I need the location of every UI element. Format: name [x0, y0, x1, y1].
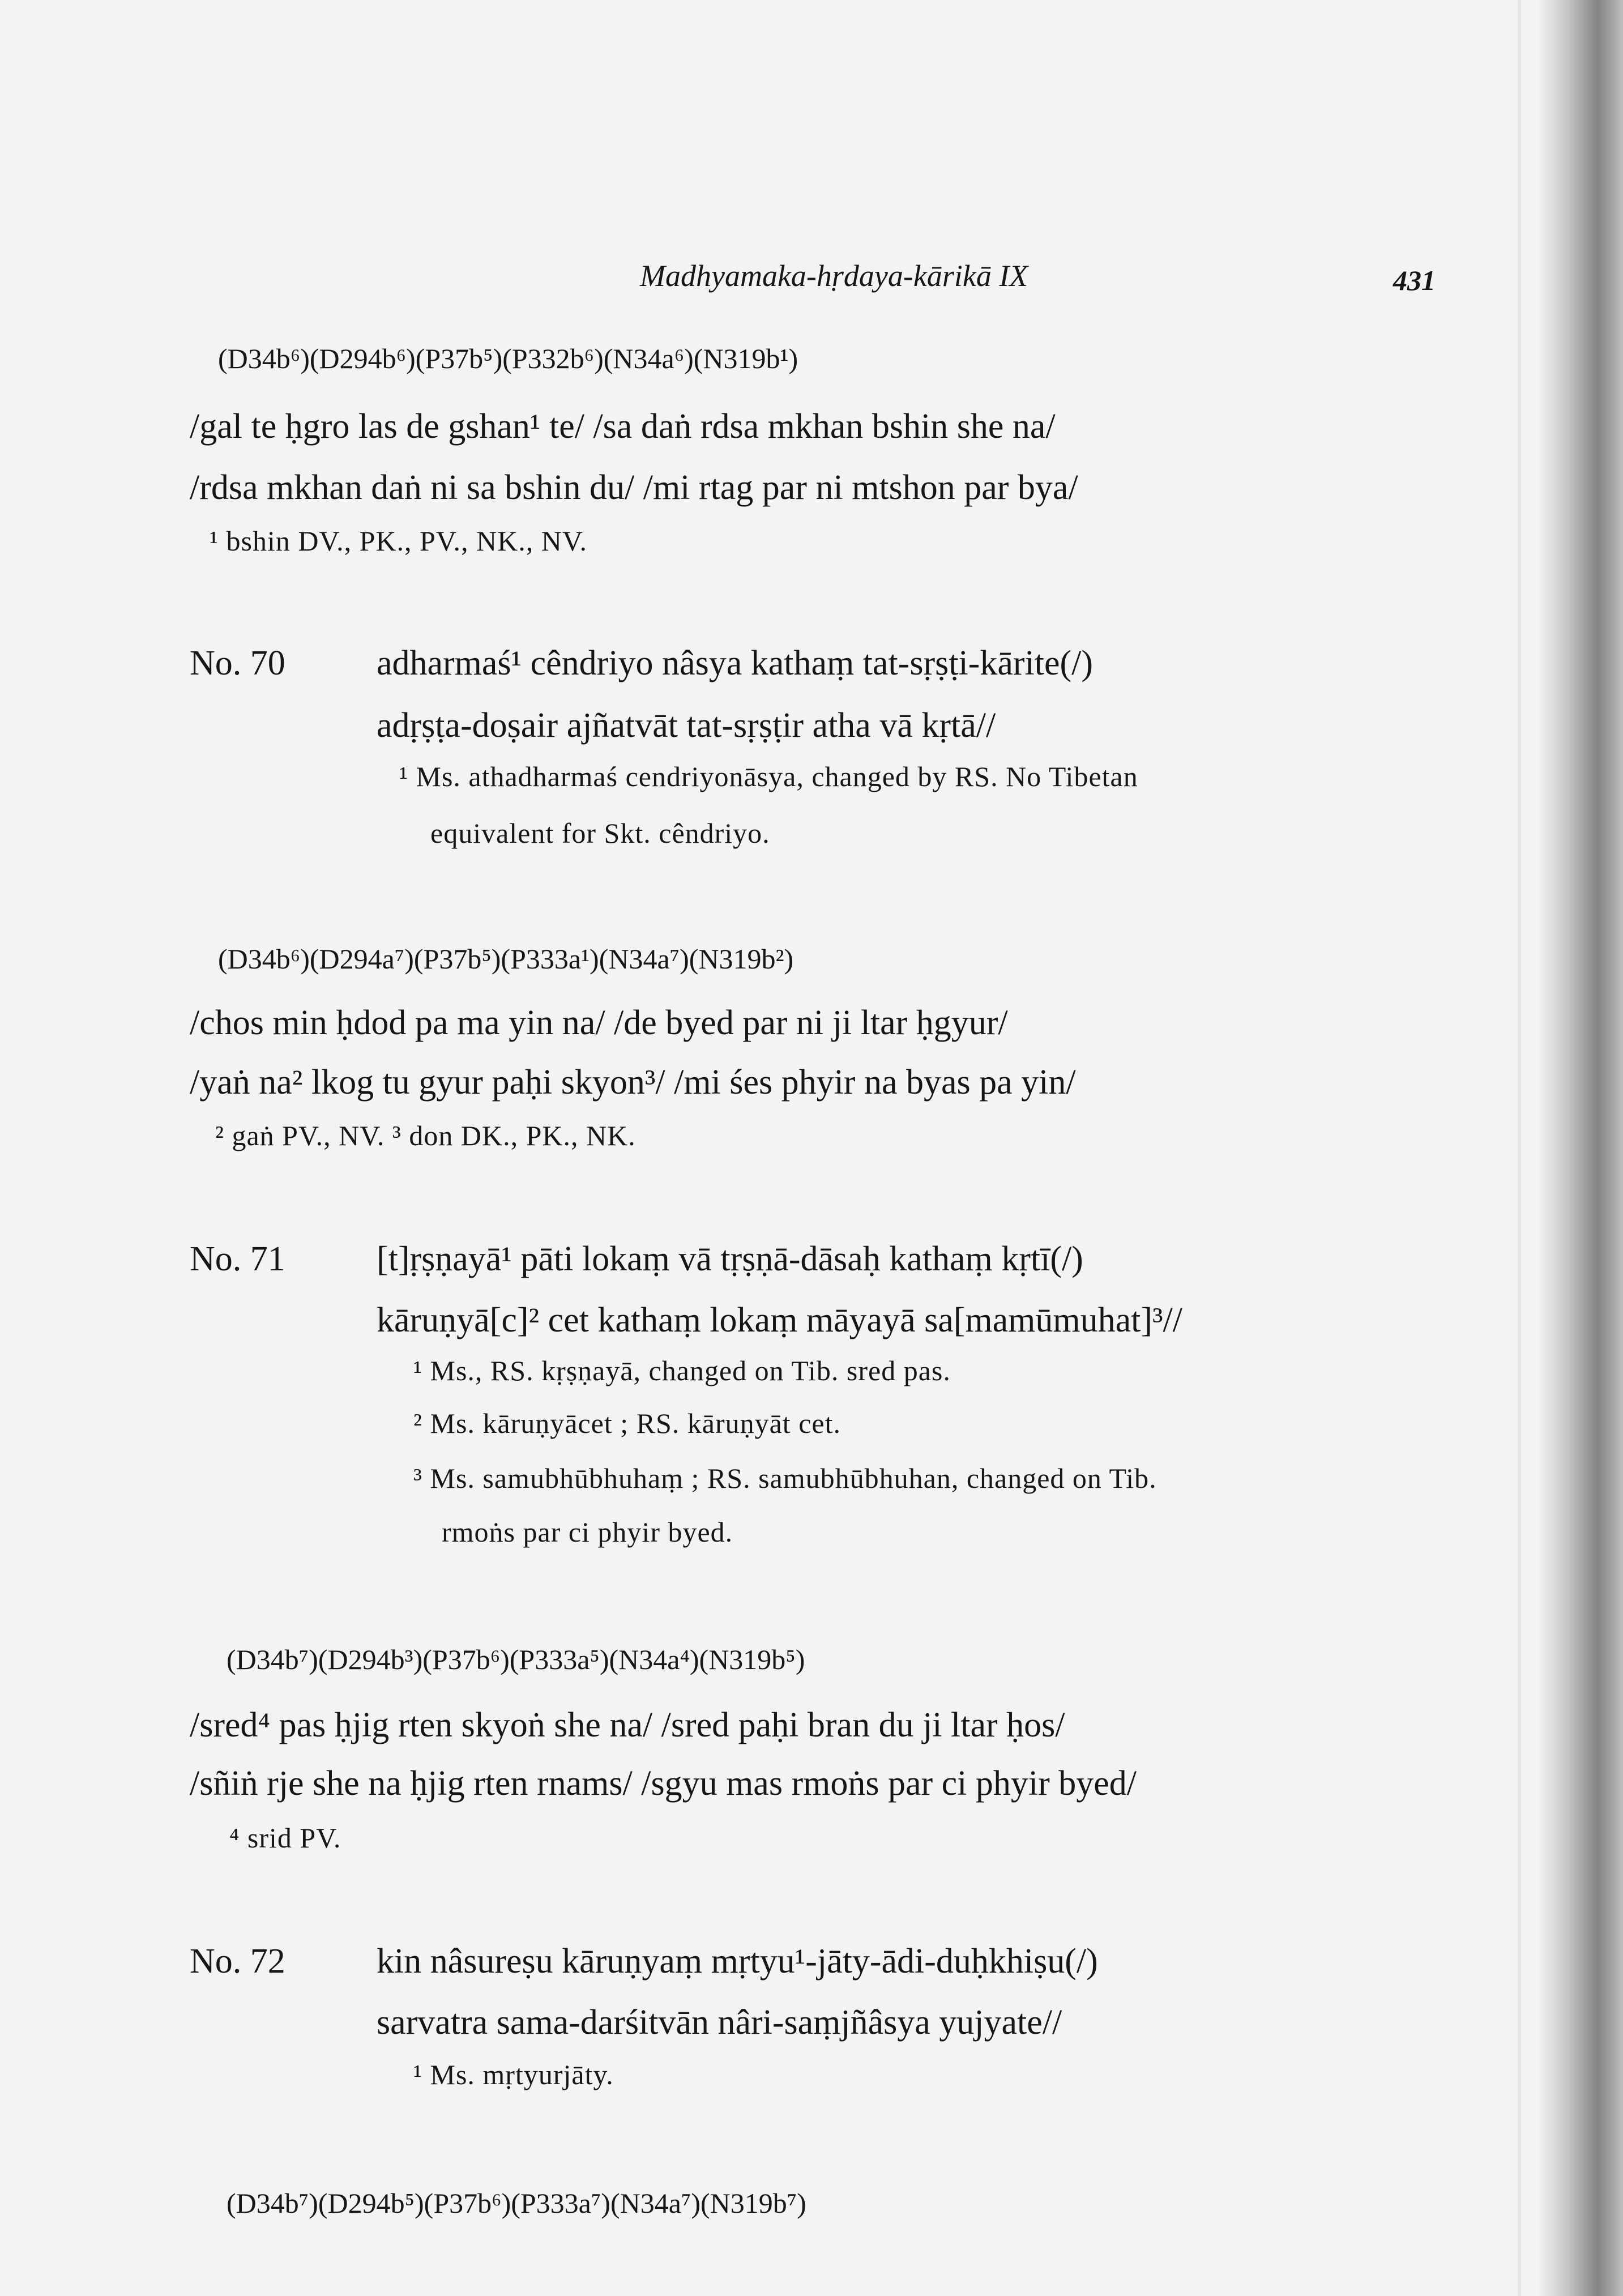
sanskrit-line: kin nâsureṣu kāruṇyaṃ mṛtyu¹-jāty-ādi-duḥkhiṣu(/) [377, 1942, 1098, 1981]
verse-number: No. 70 [190, 644, 285, 682]
sanskrit-line: [t]ṛṣṇayā¹ pāti lokaṃ vā tṛṣṇā-dāsaḥ kathaṃ kṛtī(/) [377, 1240, 1083, 1278]
footnote: ¹ bshin DV., PK., PV., NK., NV. [210, 525, 587, 557]
tibetan-line: /sred⁴ pas ḥjig rten skyoṅ she na/ /sred paḥi bran du ji ltar ḥos/ [190, 1706, 1065, 1744]
footnote: ³ Ms. samubhūbhuhaṃ ; RS. samubhūbhuhan, changed on Tib. [413, 1462, 1157, 1494]
tibetan-line: /gal te ḥgro las de gshan¹ te/ /sa daṅ rdsa mkhan bshin she na/ [190, 407, 1056, 446]
sigla-line: (D34b⁶)(D294b⁶)(P37b⁵)(P332b⁶)(N34a⁶)(N319b¹) [218, 343, 798, 374]
scan-fold-line [1518, 0, 1521, 2296]
page-number: 431 [1393, 264, 1436, 296]
footnote: ² Ms. kāruṇyācet ; RS. kāruṇyāt cet. [413, 1407, 841, 1439]
verse-number: No. 72 [190, 1942, 285, 1981]
running-title: Madhyamaka-hṛdaya-kārikā IX [640, 259, 1028, 293]
footnote: rmoṅs par ci phyir byed. [442, 1516, 733, 1548]
footnote: ¹ Ms., RS. kṛṣṇayā, changed on Tib. sred pas. [413, 1355, 951, 1386]
tibetan-line: /rdsa mkhan daṅ ni sa bshin du/ /mi rtag par ni mtshon par bya/ [190, 468, 1078, 507]
footnote: ² gaṅ PV., NV. ³ don DK., PK., NK. [215, 1120, 636, 1151]
sigla-line: (D34b⁷)(D294b⁵)(P37b⁶)(P333a⁷)(N34a⁷)(N319b⁷) [227, 2187, 806, 2219]
footnote: ⁴ srid PV. [229, 1822, 341, 1854]
sanskrit-line: kāruṇyā[c]² cet kathaṃ lokaṃ māyayā sa[mamūmuhat]³// [377, 1301, 1183, 1339]
scan-shadow-edge [1538, 0, 1623, 2296]
sanskrit-line: sarvatra sama-darśitvān nâri-saṃjñâsya yujyate// [377, 2003, 1062, 2042]
sigla-line: (D34b⁶)(D294a⁷)(P37b⁵)(P333a¹)(N34a⁷)(N319b²) [218, 943, 794, 975]
sigla-line: (D34b⁷)(D294b³)(P37b⁶)(P333a⁵)(N34a⁴)(N319b⁵) [227, 1644, 805, 1675]
sanskrit-line: adṛṣṭa-doṣair ajñatvāt tat-sṛṣṭir atha vā kṛtā// [377, 706, 996, 745]
tibetan-line: /yaṅ na² lkog tu gyur paḥi skyon³/ /mi śes phyir na byas pa yin/ [190, 1063, 1076, 1102]
footnote: ¹ Ms. athadharmaś cendriyonāsya, changed by RS. No Tibetan [399, 761, 1138, 792]
verse-number: No. 71 [190, 1240, 285, 1278]
tibetan-line: /chos min ḥdod pa ma yin na/ /de byed par ni ji ltar ḥgyur/ [190, 1004, 1008, 1042]
tibetan-line: /sñiṅ rje she na ḥjig rten rnams/ /sgyu mas rmoṅs par ci phyir byed/ [190, 1764, 1137, 1803]
footnote: equivalent for Skt. cêndriyo. [430, 817, 770, 849]
sanskrit-line: adharmaś¹ cêndriyo nâsya kathaṃ tat-sṛṣṭi-kārite(/) [377, 644, 1093, 682]
footnote: ¹ Ms. mṛtyurjāty. [413, 2059, 614, 2090]
